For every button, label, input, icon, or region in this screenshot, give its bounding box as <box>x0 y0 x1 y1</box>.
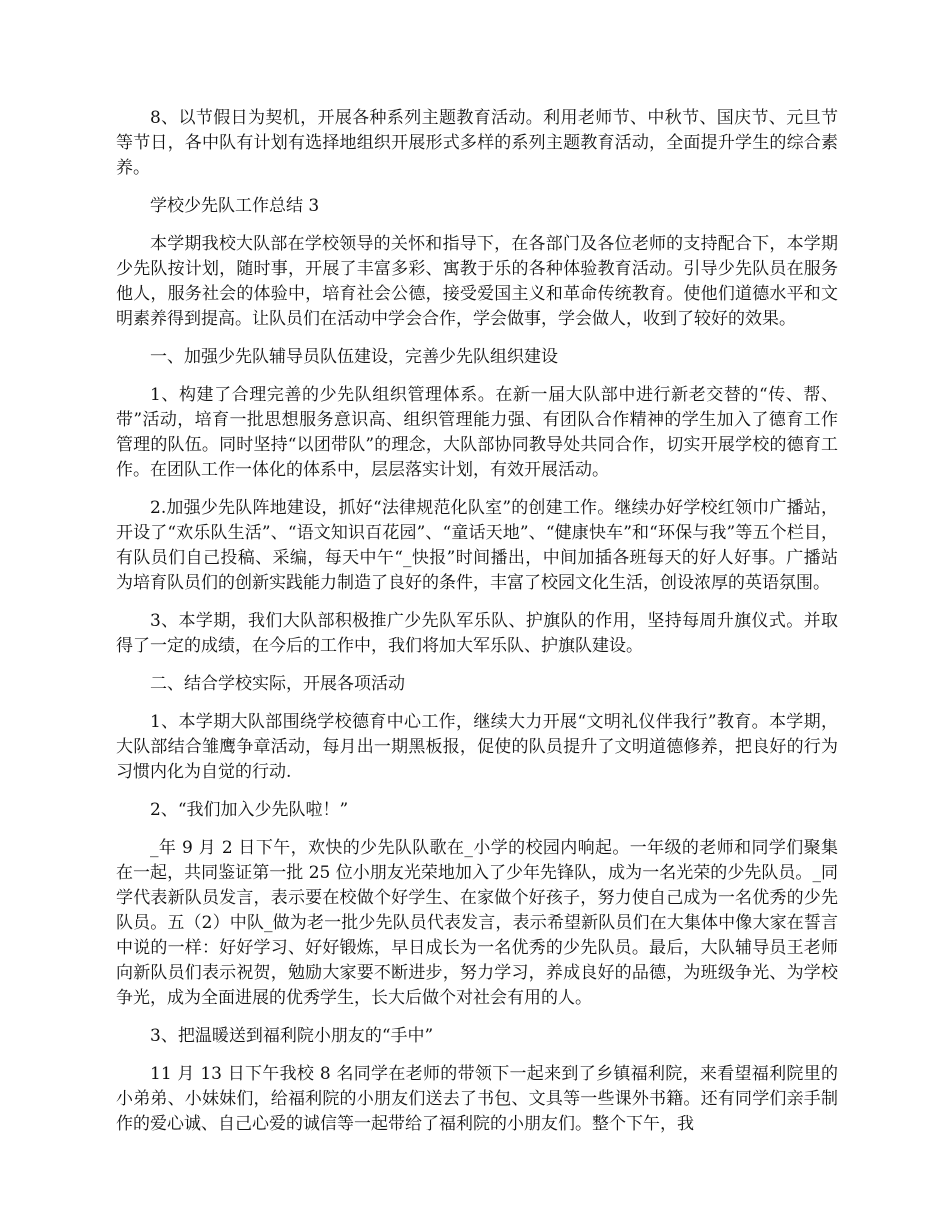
heading-join-pioneers: 2、“我们加入少先队啦！” <box>150 800 349 820</box>
paragraph-intro: 本学期我校大队部在学校领导的关怀和指导下，在各部门及各位老师的支持配合下，本学期少先队按计划，随时事，开展了丰富多彩、寓教于乐的各种体验教育活动。引导少先队员在服务他人，服务社会的体验中，培育社会公德，接受爱国主义和革命传统教育。使他们道德水平和文明素养得到提高。让队员们在活动中学会合作，学会做事，学会做人，收到了较好的效果。 <box>116 234 838 329</box>
heading-welfare-visit: 3、把温暖送到福利院小朋友的“手中” <box>150 1026 434 1046</box>
heading-school-activities: 二、结合学校实际，开展各项活动 <box>150 674 405 694</box>
heading-counselor-team: 一、加强少先队辅导员队伍建设，完善少先队组织建设 <box>150 347 558 367</box>
paragraph-band-flag-team: 3、本学期，我们大队部积极推广少先队军乐队、护旗队的作用，坚持每周升旗仪式。并取得了一定的成绩，在今后的工作中，我们将加大军乐队、护旗队建设。 <box>116 611 838 656</box>
paragraph-welfare-visit: 11 月 13 日下午我校 8 名同学在老师的带领下一起来到了乡镇福利院，来看望福利院里的小弟弟、小妹妹们，给福利院的小朋友们送去了书包、文具等一些课外书籍。还有同学们亲手制作的爱心诚、自己心爱的诚信等一起带给了福利院的小朋友们。整个下午，我 <box>116 1064 838 1134</box>
section-title-summary-3: 学校少先队工作总结 3 <box>150 196 320 216</box>
document-page <box>116 106 838 1150</box>
paragraph-induction-ceremony: _年 9 月 2 日下午，欢快的少先队队歌在_小学的校园内响起。一年级的老师和同学们聚集在一起，共同鉴证第一批 25 位小朋友光荣地加入了少年先锋队，成为一名光荣的少先队员。_同学代表新队员发言，表示要在校做个好学生、在家做个好孩子，努力使自己成为一名优秀的少先队员。五（2）中队_做为老一批少先队员代表发言，表示希望新队员们在大集体中像大家在誓言中说的一样：好好学习、好好锻炼，早日成长为一名优秀的少先队员。最后，大队辅导员王老师向新队员们表示祝贺，勉励大家要不断进步，努力学习，养成良好的品德，为班级争光、为学校争光，成为全面进展的优秀学生，长大后做个对社会有用的人。 <box>116 838 838 1008</box>
paragraph-broadcast-station: 2.加强少先队阵地建设，抓好“法律规范化队室”的创建工作。继续办好学校红领巾广播站，开设了“欢乐队生活”、“语文知识百花园”、“童话天地”、“健康快车”和“环保与我”等五个栏目，有队员们自己投稿、采编，每天中午“_快报”时间播出，中间加插各班每天的好人好事。广播站为培育队员们的创新实践能力制造了良好的条件，丰富了校园文化生活，创设浓厚的英语氛围。 <box>116 498 838 593</box>
paragraph-organization-system: 1、构建了合理完善的少先队组织管理体系。在新一届大队部中进行新老交替的“传、帮、带”活动，培育一批思想服务意识高、组织管理能力强、有团队合作精神的学生加入了德育工作管理的队伍。同时坚持“以团带队”的理念，大队部协同教导处共同合作，切实开展学校的德育工作。在团队工作一体化的体系中，层层落实计划，有效开展活动。 <box>116 385 838 480</box>
paragraph-etiquette-education: 1、本学期大队部围绕学校德育中心工作，继续大力开展“文明礼仪伴我行”教育。本学期，大队部结合雏鹰争章活动，每月出一期黑板报，促使的队员提升了文明道德修养，把良好的行为习惯内化为自觉的行动. <box>116 712 838 782</box>
paragraph-holiday-activities: 8、以节假日为契机，开展各种系列主题教育活动。利用老师节、中秋节、国庆节、元旦节等节日，各中队有计划有选择地组织开展形式多样的系列主题教育活动，全面提升学生的综合素养。 <box>116 108 838 178</box>
